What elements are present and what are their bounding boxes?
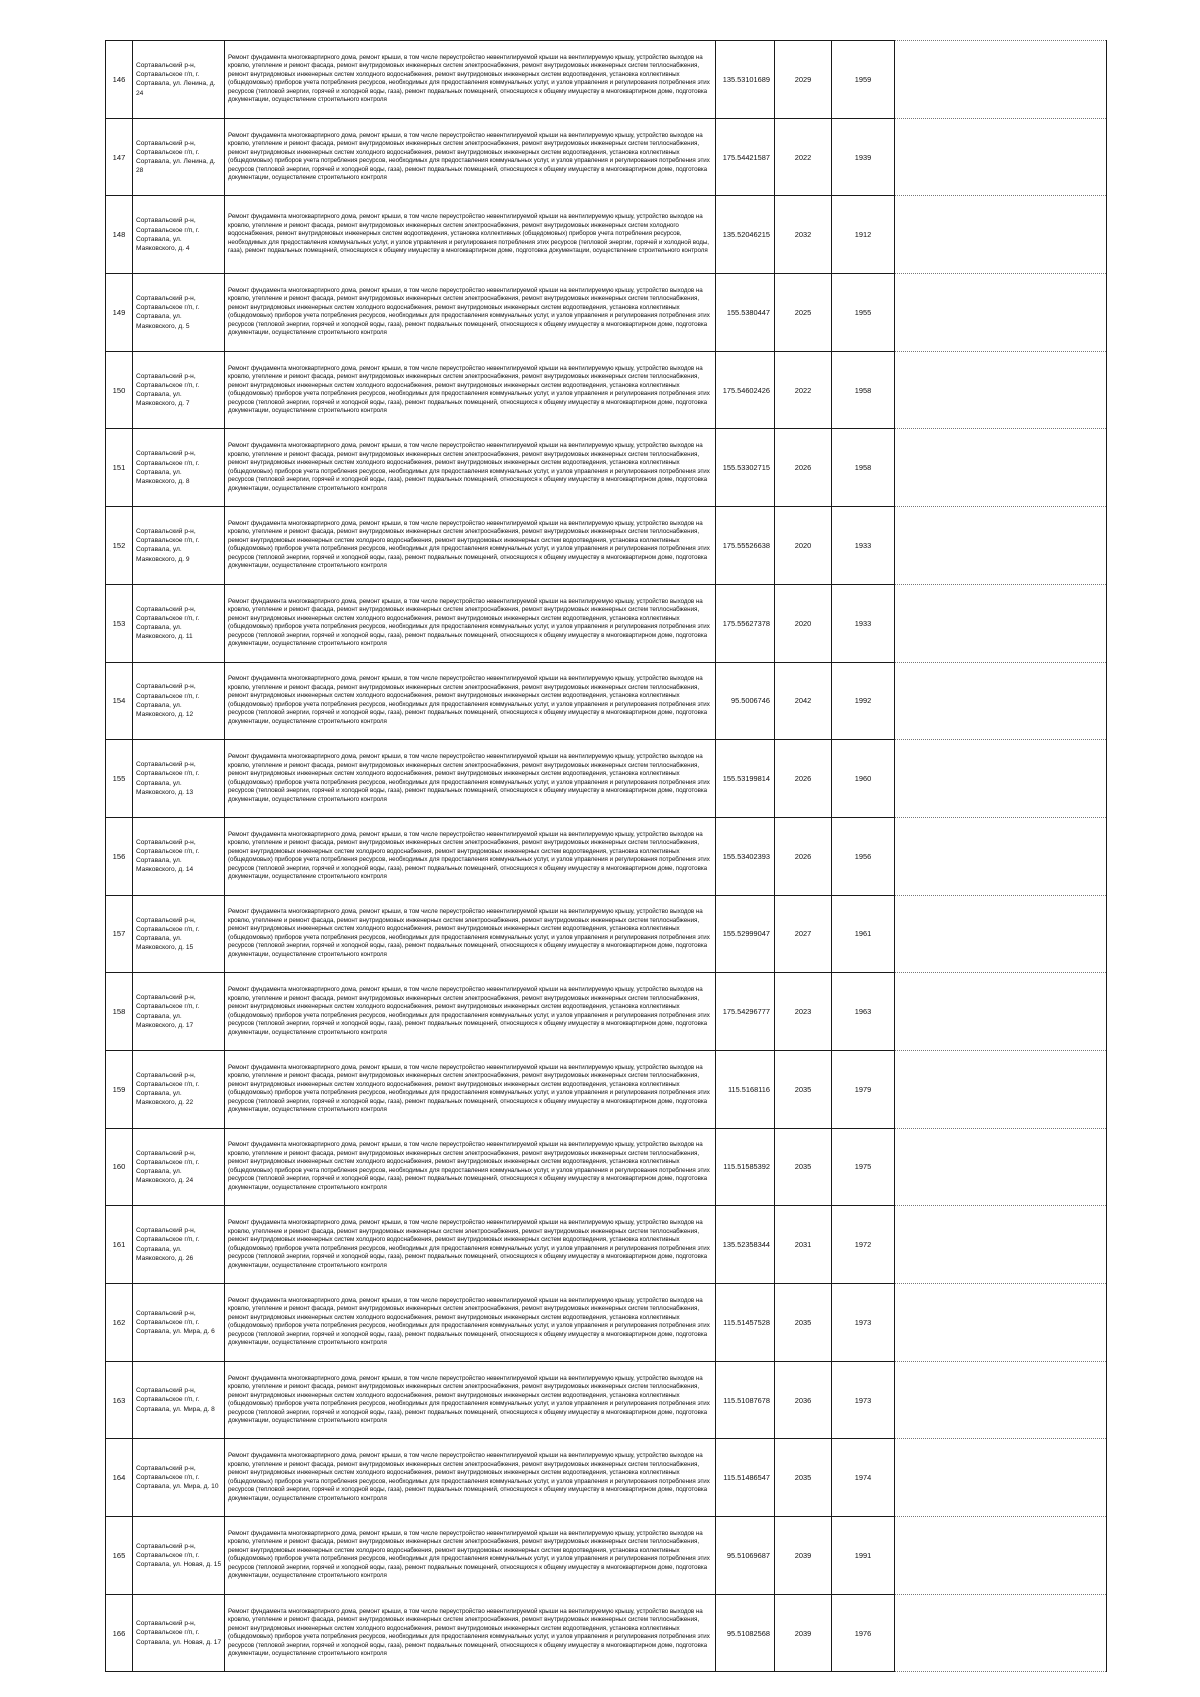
planned-year: 2035 xyxy=(775,1439,832,1517)
empty-cell xyxy=(895,1050,1107,1128)
planned-year: 2022 xyxy=(775,351,832,429)
construction-year: 1992 xyxy=(832,662,895,740)
house-address: Сортавальский р-н, Сортавальское г/п, г. Сортавала, ул. Маяковского, д. 14 xyxy=(133,817,225,895)
row-number: 158 xyxy=(106,973,133,1051)
planned-year: 2020 xyxy=(775,507,832,585)
construction-year: 1991 xyxy=(832,1517,895,1595)
empty-cell xyxy=(895,351,1107,429)
row-number: 163 xyxy=(106,1361,133,1439)
row-number: 147 xyxy=(106,118,133,196)
row-number: 165 xyxy=(106,1517,133,1595)
cost-value: 95.5006746 xyxy=(716,662,775,740)
planned-year: 2029 xyxy=(775,41,832,119)
house-address: Сортавальский р-н, Сортавальское г/п, г. Сортавала, ул. Мира, д. 10 xyxy=(133,1439,225,1517)
repair-works: Ремонт фундамента многоквартирного дома, ремонт крыши, в том числе переустройство невентилируемой крыши на вентилируемую крышу, устройство выходов на кровлю, утепление и ремонт фасада, ремонт внутридомовых инженерных систем электроснабжения, ремонт внутридомовых инженерных систем теплоснабжения, ремонт внутридомовых инженерных систем холодного водоснабжения, ремонт внутридомовых инженерных систем водоотведения, установка коллективных (общедомовых) приборов учета потребления ресурсов, необходимых для предоставления коммунальных услуг, и узлов управления и регулирования потребления этих ресурсов (тепловой энергии, горячей и холодной воды, газа), ремонт подвальных помещений, относящихся к общему имуществу в многоквартирном доме, подготовка документации, осуществление строительного контроля xyxy=(225,1517,716,1595)
construction-year: 1979 xyxy=(832,1050,895,1128)
house-address: Сортавальский р-н, Сортавальское г/п, г. Сортавала, ул. Мира, д. 8 xyxy=(133,1361,225,1439)
house-address: Сортавальский р-н, Сортавальское г/п, г. Сортавала, ул. Маяковского, д. 13 xyxy=(133,740,225,818)
repair-works: Ремонт фундамента многоквартирного дома, ремонт крыши, в том числе переустройство невентилируемой крыши на вентилируемую крышу, устройство выходов на кровлю, утепление и ремонт фасада, ремонт внутридомовых инженерных систем электроснабжения, ремонт внутридомовых инженерных систем теплоснабжения, ремонт внутридомовых инженерных систем холодного водоснабжения, ремонт внутридомовых инженерных систем водоотведения, установка коллективных (общедомовых) приборов учета потребления ресурсов, необходимых для предоставления коммунальных услуг, и узлов управления и регулирования потребления этих ресурсов (тепловой энергии, горячей и холодной воды, газа), ремонт подвальных помещений, относящихся к общему имуществу в многоквартирном доме, подготовка документации, осуществление строительного контроля xyxy=(225,584,716,662)
row-number: 154 xyxy=(106,662,133,740)
construction-year: 1955 xyxy=(832,274,895,352)
row-number: 146 xyxy=(106,41,133,119)
planned-year: 2035 xyxy=(775,1284,832,1362)
empty-cell xyxy=(895,507,1107,585)
cost-value: 115.51457528 xyxy=(716,1284,775,1362)
house-address: Сортавальский р-н, Сортавальское г/п, г. Сортавала, ул. Маяковского, д. 8 xyxy=(133,429,225,507)
table-row xyxy=(106,1361,1107,1439)
row-number: 149 xyxy=(106,274,133,352)
construction-year: 1973 xyxy=(832,1284,895,1362)
cost-value: 155.5380447 xyxy=(716,274,775,352)
row-number: 160 xyxy=(106,1128,133,1206)
repair-works: Ремонт фундамента многоквартирного дома, ремонт крыши, в том числе переустройство невентилируемой крыши на вентилируемую крышу, устройство выходов на кровлю, утепление и ремонт фасада, ремонт внутридомовых инженерных систем электроснабжения, ремонт внутридомовых инженерных систем теплоснабжения, ремонт внутридомовых инженерных систем холодного водоснабжения, ремонт внутридомовых инженерных систем водоотведения, установка коллективных (общедомовых) приборов учета потребления ресурсов, необходимых для предоставления коммунальных услуг, и узлов управления и регулирования потребления этих ресурсов (тепловой энергии, горячей и холодной воды, газа), ремонт подвальных помещений, относящихся к общему имуществу в многоквартирном доме, подготовка документации, осуществление строительного контроля xyxy=(225,274,716,352)
row-number: 150 xyxy=(106,351,133,429)
house-address: Сортавальский р-н, Сортавальское г/п, г. Сортавала, ул. Новая, д. 15 xyxy=(133,1517,225,1595)
repair-works: Ремонт фундамента многоквартирного дома, ремонт крыши, в том числе переустройство невентилируемой крыши на вентилируемую крышу, устройство выходов на кровлю, утепление и ремонт фасада, ремонт внутридомовых инженерных систем электроснабжения, ремонт внутридомовых инженерных систем теплоснабжения, ремонт внутридомовых инженерных систем холодного водоснабжения, ремонт внутридомовых инженерных систем водоотведения, установка коллективных (общедомовых) приборов учета потребления ресурсов, необходимых для предоставления коммунальных услуг, и узлов управления и регулирования потребления этих ресурсов (тепловой энергии, горячей и холодной воды, газа), ремонт подвальных помещений, относящихся к общему имуществу в многоквартирном доме, подготовка документации, осуществление строительного контроля xyxy=(225,1439,716,1517)
row-number: 161 xyxy=(106,1206,133,1284)
table-row xyxy=(106,41,1107,119)
cost-value: 95.51082568 xyxy=(716,1594,775,1672)
house-address: Сортавальский р-н, Сортавальское г/п, г. Сортавала, ул. Ленина, д. 28 xyxy=(133,118,225,196)
empty-cell xyxy=(895,1594,1107,1672)
house-address: Сортавальский р-н, Сортавальское г/п, г. Сортавала, ул. Ленина, д. 24 xyxy=(133,41,225,119)
planned-year: 2026 xyxy=(775,740,832,818)
house-address: Сортавальский р-н, Сортавальское г/п, г. Сортавала, ул. Новая, д. 17 xyxy=(133,1594,225,1672)
planned-year: 2039 xyxy=(775,1517,832,1595)
empty-cell xyxy=(895,1284,1107,1362)
cost-value: 155.52999047 xyxy=(716,895,775,973)
house-address: Сортавальский р-н, Сортавальское г/п, г. Сортавала, ул. Маяковского, д. 11 xyxy=(133,584,225,662)
cost-value: 155.53402393 xyxy=(716,817,775,895)
row-number: 153 xyxy=(106,584,133,662)
house-address: Сортавальский р-н, Сортавальское г/п, г. Сортавала, ул. Маяковского, д. 7 xyxy=(133,351,225,429)
table-row xyxy=(106,740,1107,818)
row-number: 157 xyxy=(106,895,133,973)
house-address: Сортавальский р-н, Сортавальское г/п, г. Сортавала, ул. Маяковского, д. 9 xyxy=(133,507,225,585)
construction-year: 1975 xyxy=(832,1128,895,1206)
repair-works: Ремонт фундамента многоквартирного дома, ремонт крыши, в том числе переустройство невентилируемой крыши на вентилируемую крышу, устройство выходов на кровлю, утепление и ремонт фасада, ремонт внутридомовых инженерных систем электроснабжения, ремонт внутридомовых инженерных систем холодного водоснабжения, ремонт внутридомовых инженерных систем водоотведения, установка коллективных (общедомовых) приборов учета потребления ресурсов, необходимых для предоставления коммунальных услуг, и узлов управления и регулирования потребления этих ресурсов (тепловой энергии, горячей и холодной воды, газа), ремонт подвальных помещений, относящихся к общему имуществу в многоквартирном доме, подготовка документации, осуществление строительного контроля xyxy=(225,196,716,274)
cost-value: 175.55627378 xyxy=(716,584,775,662)
planned-year: 2023 xyxy=(775,973,832,1051)
cost-value: 175.54296777 xyxy=(716,973,775,1051)
repair-works: Ремонт фундамента многоквартирного дома, ремонт крыши, в том числе переустройство невентилируемой крыши на вентилируемую крышу, устройство выходов на кровлю, утепление и ремонт фасада, ремонт внутридомовых инженерных систем электроснабжения, ремонт внутридомовых инженерных систем теплоснабжения, ремонт внутридомовых инженерных систем холодного водоснабжения, ремонт внутридомовых инженерных систем водоотведения, установка коллективных (общедомовых) приборов учета потребления ресурсов, необходимых для предоставления коммунальных услуг, и узлов управления и регулирования потребления этих ресурсов (тепловой энергии, горячей и холодной воды, газа), ремонт подвальных помещений, относящихся к общему имуществу в многоквартирном доме, подготовка документации, осуществление строительного контроля xyxy=(225,41,716,119)
empty-cell xyxy=(895,118,1107,196)
construction-year: 1959 xyxy=(832,41,895,119)
repair-works: Ремонт фундамента многоквартирного дома, ремонт крыши, в том числе переустройство невентилируемой крыши на вентилируемую крышу, устройство выходов на кровлю, утепление и ремонт фасада, ремонт внутридомовых инженерных систем электроснабжения, ремонт внутридомовых инженерных систем теплоснабжения, ремонт внутридомовых инженерных систем холодного водоснабжения, ремонт внутридомовых инженерных систем водоотведения, установка коллективных (общедомовых) приборов учета потребления ресурсов, необходимых для предоставления коммунальных услуг, и узлов управления и регулирования потребления этих ресурсов (тепловой энергии, горячей и холодной воды, газа), ремонт подвальных помещений, относящихся к общему имуществу в многоквартирном доме, подготовка документации, осуществление строительного контроля xyxy=(225,1284,716,1362)
planned-year: 2022 xyxy=(775,118,832,196)
repair-works: Ремонт фундамента многоквартирного дома, ремонт крыши, в том числе переустройство невентилируемой крыши на вентилируемую крышу, устройство выходов на кровлю, утепление и ремонт фасада, ремонт внутридомовых инженерных систем электроснабжения, ремонт внутридомовых инженерных систем теплоснабжения, ремонт внутридомовых инженерных систем холодного водоснабжения, ремонт внутридомовых инженерных систем водоотведения, установка коллективных (общедомовых) приборов учета потребления ресурсов, необходимых для предоставления коммунальных услуг, и узлов управления и регулирования потребления этих ресурсов (тепловой энергии, горячей и холодной воды, газа), ремонт подвальных помещений, относящихся к общему имуществу в многоквартирном доме, подготовка документации, осуществление строительного контроля xyxy=(225,817,716,895)
cost-value: 175.54602426 xyxy=(716,351,775,429)
empty-cell xyxy=(895,1128,1107,1206)
cost-value: 115.51486547 xyxy=(716,1439,775,1517)
repair-works: Ремонт фундамента многоквартирного дома, ремонт крыши, в том числе переустройство невентилируемой крыши на вентилируемую крышу, устройство выходов на кровлю, утепление и ремонт фасада, ремонт внутридомовых инженерных систем электроснабжения, ремонт внутридомовых инженерных систем теплоснабжения, ремонт внутридомовых инженерных систем холодного водоснабжения, ремонт внутридомовых инженерных систем водоотведения, установка коллективных (общедомовых) приборов учета потребления ресурсов, необходимых для предоставления коммунальных услуг, и узлов управления и регулирования потребления этих ресурсов (тепловой энергии, горячей и холодной воды, газа), ремонт подвальных помещений, относящихся к общему имуществу в многоквартирном доме, подготовка документации, осуществление строительного контроля xyxy=(225,1206,716,1284)
planned-year: 2025 xyxy=(775,274,832,352)
table-row xyxy=(106,1050,1107,1128)
row-number: 155 xyxy=(106,740,133,818)
table-row xyxy=(106,1128,1107,1206)
row-number: 159 xyxy=(106,1050,133,1128)
repair-works: Ремонт фундамента многоквартирного дома, ремонт крыши, в том числе переустройство невентилируемой крыши на вентилируемую крышу, устройство выходов на кровлю, утепление и ремонт фасада, ремонт внутридомовых инженерных систем электроснабжения, ремонт внутридомовых инженерных систем теплоснабжения, ремонт внутридомовых инженерных систем холодного водоснабжения, ремонт внутридомовых инженерных систем водоотведения, установка коллективных (общедомовых) приборов учета потребления ресурсов, необходимых для предоставления коммунальных услуг, и узлов управления и регулирования потребления этих ресурсов (тепловой энергии, горячей и холодной воды, газа), ремонт подвальных помещений, относящихся к общему имуществу в многоквартирном доме, подготовка документации, осуществление строительного контроля xyxy=(225,1594,716,1672)
cost-value: 155.53302715 xyxy=(716,429,775,507)
house-address: Сортавальский р-н, Сортавальское г/п, г. Сортавала, ул. Маяковского, д. 26 xyxy=(133,1206,225,1284)
construction-year: 1912 xyxy=(832,196,895,274)
empty-cell xyxy=(895,1361,1107,1439)
planned-year: 2032 xyxy=(775,196,832,274)
house-address: Сортавальский р-н, Сортавальское г/п, г. Сортавала, ул. Маяковского, д. 5 xyxy=(133,274,225,352)
cost-value: 155.53199814 xyxy=(716,740,775,818)
planned-year: 2035 xyxy=(775,1050,832,1128)
cost-value: 95.51069687 xyxy=(716,1517,775,1595)
empty-cell xyxy=(895,973,1107,1051)
document-page xyxy=(105,40,1106,1672)
planned-year: 2039 xyxy=(775,1594,832,1672)
cost-value: 175.54421587 xyxy=(716,118,775,196)
construction-year: 1939 xyxy=(832,118,895,196)
table-row xyxy=(106,584,1107,662)
construction-year: 1972 xyxy=(832,1206,895,1284)
planned-year: 2026 xyxy=(775,817,832,895)
capital-repair-table xyxy=(105,40,1107,1672)
table-row xyxy=(106,895,1107,973)
cost-value: 135.53101689 xyxy=(716,41,775,119)
cost-value: 115.51087678 xyxy=(716,1361,775,1439)
cost-value: 115.5168116 xyxy=(716,1050,775,1128)
repair-works: Ремонт фундамента многоквартирного дома, ремонт крыши, в том числе переустройство невентилируемой крыши на вентилируемую крышу, устройство выходов на кровлю, утепление и ремонт фасада, ремонт внутридомовых инженерных систем электроснабжения, ремонт внутридомовых инженерных систем теплоснабжения, ремонт внутридомовых инженерных систем холодного водоснабжения, ремонт внутридомовых инженерных систем водоотведения, установка коллективных (общедомовых) приборов учета потребления ресурсов, необходимых для предоставления коммунальных услуг, и узлов управления и регулирования потребления этих ресурсов (тепловой энергии, горячей и холодной воды, газа), ремонт подвальных помещений, относящихся к общему имуществу в многоквартирном доме, подготовка документации, осуществление строительного контроля xyxy=(225,429,716,507)
repair-works: Ремонт фундамента многоквартирного дома, ремонт крыши, в том числе переустройство невентилируемой крыши на вентилируемую крышу, устройство выходов на кровлю, утепление и ремонт фасада, ремонт внутридомовых инженерных систем электроснабжения, ремонт внутридомовых инженерных систем теплоснабжения, ремонт внутридомовых инженерных систем холодного водоснабжения, ремонт внутридомовых инженерных систем водоотведения, установка коллективных (общедомовых) приборов учета потребления ресурсов, необходимых для предоставления коммунальных услуг, и узлов управления и регулирования потребления этих ресурсов (тепловой энергии, горячей и холодной воды, газа), ремонт подвальных помещений, относящихся к общему имуществу в многоквартирном доме, подготовка документации, осуществление строительного контроля xyxy=(225,662,716,740)
construction-year: 1960 xyxy=(832,740,895,818)
table-row xyxy=(106,274,1107,352)
table-row xyxy=(106,196,1107,274)
repair-works: Ремонт фундамента многоквартирного дома, ремонт крыши, в том числе переустройство невентилируемой крыши на вентилируемую крышу, устройство выходов на кровлю, утепление и ремонт фасада, ремонт внутридомовых инженерных систем электроснабжения, ремонт внутридомовых инженерных систем теплоснабжения, ремонт внутридомовых инженерных систем холодного водоснабжения, ремонт внутридомовых инженерных систем водоотведения, установка коллективных (общедомовых) приборов учета потребления ресурсов, необходимых для предоставления коммунальных услуг, и узлов управления и регулирования потребления этих ресурсов (тепловой энергии, горячей и холодной воды, газа), ремонт подвальных помещений, относящихся к общему имуществу в многоквартирном доме, подготовка документации, осуществление строительного контроля xyxy=(225,351,716,429)
table-row xyxy=(106,973,1107,1051)
table-row xyxy=(106,507,1107,585)
construction-year: 1963 xyxy=(832,973,895,1051)
construction-year: 1933 xyxy=(832,584,895,662)
empty-cell xyxy=(895,1517,1107,1595)
repair-works: Ремонт фундамента многоквартирного дома, ремонт крыши, в том числе переустройство невентилируемой крыши на вентилируемую крышу, устройство выходов на кровлю, утепление и ремонт фасада, ремонт внутридомовых инженерных систем электроснабжения, ремонт внутридомовых инженерных систем теплоснабжения, ремонт внутридомовых инженерных систем холодного водоснабжения, ремонт внутридомовых инженерных систем водоотведения, установка коллективных (общедомовых) приборов учета потребления ресурсов, необходимых для предоставления коммунальных услуг, и узлов управления и регулирования потребления этих ресурсов (тепловой энергии, горячей и холодной воды, газа), ремонт подвальных помещений, относящихся к общему имуществу в многоквартирном доме, подготовка документации, осуществление строительного контроля xyxy=(225,740,716,818)
empty-cell xyxy=(895,584,1107,662)
planned-year: 2026 xyxy=(775,429,832,507)
empty-cell xyxy=(895,196,1107,274)
repair-works: Ремонт фундамента многоквартирного дома, ремонт крыши, в том числе переустройство невентилируемой крыши на вентилируемую крышу, устройство выходов на кровлю, утепление и ремонт фасада, ремонт внутридомовых инженерных систем электроснабжения, ремонт внутридомовых инженерных систем теплоснабжения, ремонт внутридомовых инженерных систем холодного водоснабжения, ремонт внутридомовых инженерных систем водоотведения, установка коллективных (общедомовых) приборов учета потребления ресурсов, необходимых для предоставления коммунальных услуг, и узлов управления и регулирования потребления этих ресурсов (тепловой энергии, горячей и холодной воды, газа), ремонт подвальных помещений, относящихся к общему имуществу в многоквартирном доме, подготовка документации, осуществление строительного контроля xyxy=(225,1128,716,1206)
house-address: Сортавальский р-н, Сортавальское г/п, г. Сортавала, ул. Маяковского, д. 24 xyxy=(133,1128,225,1206)
construction-year: 1961 xyxy=(832,895,895,973)
table-row xyxy=(106,1284,1107,1362)
repair-works: Ремонт фундамента многоквартирного дома, ремонт крыши, в том числе переустройство невентилируемой крыши на вентилируемую крышу, устройство выходов на кровлю, утепление и ремонт фасада, ремонт внутридомовых инженерных систем электроснабжения, ремонт внутридомовых инженерных систем теплоснабжения, ремонт внутридомовых инженерных систем холодного водоснабжения, ремонт внутридомовых инженерных систем водоотведения, установка коллективных (общедомовых) приборов учета потребления ресурсов, необходимых для предоставления коммунальных услуг, и узлов управления и регулирования потребления этих ресурсов (тепловой энергии, горячей и холодной воды, газа), ремонт подвальных помещений, относящихся к общему имуществу в многоквартирном доме, подготовка документации, осуществление строительного контроля xyxy=(225,118,716,196)
row-number: 148 xyxy=(106,196,133,274)
table-row xyxy=(106,1439,1107,1517)
table-row xyxy=(106,351,1107,429)
house-address: Сортавальский р-н, Сортавальское г/п, г. Сортавала, ул. Мира, д. 6 xyxy=(133,1284,225,1362)
table-row xyxy=(106,662,1107,740)
row-number: 156 xyxy=(106,817,133,895)
empty-cell xyxy=(895,1206,1107,1284)
house-address: Сортавальский р-н, Сортавальское г/п, г. Сортавала, ул. Маяковского, д. 4 xyxy=(133,196,225,274)
table-row xyxy=(106,429,1107,507)
construction-year: 1974 xyxy=(832,1439,895,1517)
empty-cell xyxy=(895,740,1107,818)
planned-year: 2036 xyxy=(775,1361,832,1439)
house-address: Сортавальский р-н, Сортавальское г/п, г. Сортавала, ул. Маяковского, д. 22 xyxy=(133,1050,225,1128)
cost-value: 135.52046215 xyxy=(716,196,775,274)
row-number: 164 xyxy=(106,1439,133,1517)
planned-year: 2020 xyxy=(775,584,832,662)
repair-works: Ремонт фундамента многоквартирного дома, ремонт крыши, в том числе переустройство невентилируемой крыши на вентилируемую крышу, устройство выходов на кровлю, утепление и ремонт фасада, ремонт внутридомовых инженерных систем электроснабжения, ремонт внутридомовых инженерных систем теплоснабжения, ремонт внутридомовых инженерных систем холодного водоснабжения, ремонт внутридомовых инженерных систем водоотведения, установка коллективных (общедомовых) приборов учета потребления ресурсов, необходимых для предоставления коммунальных услуг, и узлов управления и регулирования потребления этих ресурсов (тепловой энергии, горячей и холодной воды, газа), ремонт подвальных помещений, относящихся к общему имуществу в многоквартирном доме, подготовка документации, осуществление строительного контроля xyxy=(225,1361,716,1439)
table-row xyxy=(106,1517,1107,1595)
cost-value: 115.51585392 xyxy=(716,1128,775,1206)
construction-year: 1976 xyxy=(832,1594,895,1672)
house-address: Сортавальский р-н, Сортавальское г/п, г. Сортавала, ул. Маяковского, д. 17 xyxy=(133,973,225,1051)
cost-value: 135.52358344 xyxy=(716,1206,775,1284)
table-row xyxy=(106,817,1107,895)
empty-cell xyxy=(895,662,1107,740)
construction-year: 1958 xyxy=(832,351,895,429)
construction-year: 1933 xyxy=(832,507,895,585)
construction-year: 1956 xyxy=(832,817,895,895)
cost-value: 175.55526638 xyxy=(716,507,775,585)
empty-cell xyxy=(895,41,1107,119)
planned-year: 2035 xyxy=(775,1128,832,1206)
planned-year: 2031 xyxy=(775,1206,832,1284)
repair-works: Ремонт фундамента многоквартирного дома, ремонт крыши, в том числе переустройство невентилируемой крыши на вентилируемую крышу, устройство выходов на кровлю, утепление и ремонт фасада, ремонт внутридомовых инженерных систем электроснабжения, ремонт внутридомовых инженерных систем теплоснабжения, ремонт внутридомовых инженерных систем холодного водоснабжения, ремонт внутридомовых инженерных систем водоотведения, установка коллективных (общедомовых) приборов учета потребления ресурсов, необходимых для предоставления коммунальных услуг, и узлов управления и регулирования потребления этих ресурсов (тепловой энергии, горячей и холодной воды, газа), ремонт подвальных помещений, относящихся к общему имуществу в многоквартирном доме, подготовка документации, осуществление строительного контроля xyxy=(225,973,716,1051)
repair-works: Ремонт фундамента многоквартирного дома, ремонт крыши, в том числе переустройство невентилируемой крыши на вентилируемую крышу, устройство выходов на кровлю, утепление и ремонт фасада, ремонт внутридомовых инженерных систем электроснабжения, ремонт внутридомовых инженерных систем теплоснабжения, ремонт внутридомовых инженерных систем холодного водоснабжения, ремонт внутридомовых инженерных систем водоотведения, установка коллективных (общедомовых) приборов учета потребления ресурсов, необходимых для предоставления коммунальных услуг, и узлов управления и регулирования потребления этих ресурсов (тепловой энергии, горячей и холодной воды, газа), ремонт подвальных помещений, относящихся к общему имуществу в многоквартирном доме, подготовка документации, осуществление строительного контроля xyxy=(225,895,716,973)
empty-cell xyxy=(895,895,1107,973)
repair-works: Ремонт фундамента многоквартирного дома, ремонт крыши, в том числе переустройство невентилируемой крыши на вентилируемую крышу, устройство выходов на кровлю, утепление и ремонт фасада, ремонт внутридомовых инженерных систем электроснабжения, ремонт внутридомовых инженерных систем теплоснабжения, ремонт внутридомовых инженерных систем холодного водоснабжения, ремонт внутридомовых инженерных систем водоотведения, установка коллективных (общедомовых) приборов учета потребления ресурсов, необходимых для предоставления коммунальных услуг, и узлов управления и регулирования потребления этих ресурсов (тепловой энергии, горячей и холодной воды, газа), ремонт подвальных помещений, относящихся к общему имуществу в многоквартирном доме, подготовка документации, осуществление строительного контроля xyxy=(225,1050,716,1128)
table-row xyxy=(106,1206,1107,1284)
planned-year: 2042 xyxy=(775,662,832,740)
house-address: Сортавальский р-н, Сортавальское г/п, г. Сортавала, ул. Маяковского, д. 15 xyxy=(133,895,225,973)
table-row xyxy=(106,118,1107,196)
empty-cell xyxy=(895,274,1107,352)
empty-cell xyxy=(895,429,1107,507)
row-number: 162 xyxy=(106,1284,133,1362)
house-address: Сортавальский р-н, Сортавальское г/п, г. Сортавала, ул. Маяковского, д. 12 xyxy=(133,662,225,740)
empty-cell xyxy=(895,817,1107,895)
empty-cell xyxy=(895,1439,1107,1517)
row-number: 152 xyxy=(106,507,133,585)
row-number: 166 xyxy=(106,1594,133,1672)
row-number: 151 xyxy=(106,429,133,507)
planned-year: 2027 xyxy=(775,895,832,973)
construction-year: 1958 xyxy=(832,429,895,507)
construction-year: 1973 xyxy=(832,1361,895,1439)
repair-works: Ремонт фундамента многоквартирного дома, ремонт крыши, в том числе переустройство невентилируемой крыши на вентилируемую крышу, устройство выходов на кровлю, утепление и ремонт фасада, ремонт внутридомовых инженерных систем электроснабжения, ремонт внутридомовых инженерных систем теплоснабжения, ремонт внутридомовых инженерных систем холодного водоснабжения, ремонт внутридомовых инженерных систем водоотведения, установка коллективных (общедомовых) приборов учета потребления ресурсов, необходимых для предоставления коммунальных услуг, и узлов управления и регулирования потребления этих ресурсов (тепловой энергии, горячей и холодной воды, газа), ремонт подвальных помещений, относящихся к общему имуществу в многоквартирном доме, подготовка документации, осуществление строительного контроля xyxy=(225,507,716,585)
table-row xyxy=(106,1594,1107,1672)
